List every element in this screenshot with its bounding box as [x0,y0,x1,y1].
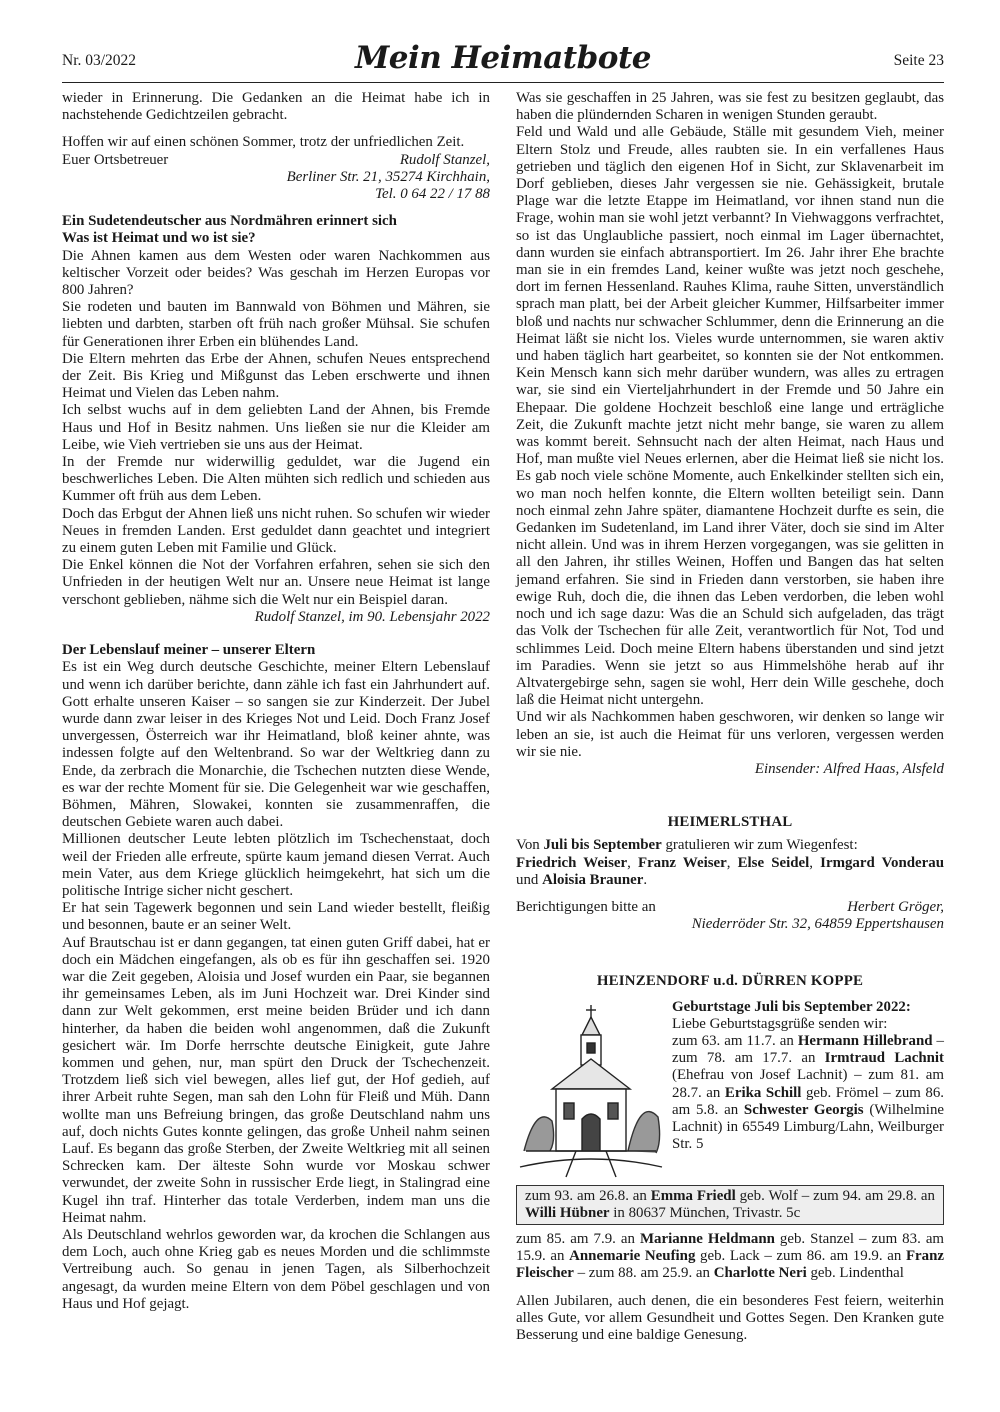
person-name: Else Seidel [737,854,810,871]
signature-label: Euer Ortsbetreuer [62,151,169,168]
birthday-list: zum 63. am 11.7. an Hermann Hillebrand – zum 78. am 17.7. an Irmtraud Lachnit (Ehefrau von Josef Lachnit) – zum 81. am 28.7. an Erika Schill geb. Frömel – zum 86. am 5.8. an Schwester Georgis (Wilhelmine Lachnit) in 65549 Limburg/Lahn, Weilburger Str. 5 [672,1032,945,1153]
person-name: Friedrich Weiser [516,854,628,871]
person-name: Erika Schill [724,1084,802,1101]
corrections-row [516,899,944,916]
corrections-label: Berichtigungen bitte an [516,898,656,915]
article-signature: Rudolf Stanzel, im 90. Lebensjahr 2022 [254,608,490,625]
highlight-box: zum 93. am 26.8. an Emma Friedl geb. Wolf – zum 94. am 29.8. an Willi Hübner in 80637 München, Trivastr. 5c [516,1185,944,1225]
article-heading: Der Lebenslauf meiner – unserer Eltern [62,642,316,659]
person-name: Emma Friedl [650,1187,736,1204]
article-paragraph: Sie rodeten und bauten im Bannwald von Böhmen und Mähren, sie liebten und darbten, starben oft früh nach großer Mühsal. Sie schufen für Generationen ihrer Erben ein blühendes Land. [62,299,490,350]
person-name: Hermann Hillebrand [797,1032,933,1049]
contact-name: Herbert Gröger, [847,898,944,915]
signature-row [62,152,490,169]
article-paragraph: Auf Brautschau ist er dann gegangen, tat einen guten Griff dabei, hat er doch ein Mädchen eingefangen, als ob es für ihn geschaffen sei. 1920 war die Zeit gegeben, Aloisia und Josef wurden ein Paar, sie begannen ihr gemeinsames Leben, als im Juni Hochzeit war. Drei Kinder sind dann zur Welt gekommen, erst meine beiden Brüder und ich dann hinterher, da haben die beiden wohl angenommen, daß die Zukunft gesichert wär. Im Dorfe herrschte deutsche Einigkeit, gute Jahre kommen und gehen, nur, man spürt den Druck der Tschechenzeit. Trotzdem ließ sich viel bewegen, alles lief gut, der Hof gedieh, auf ihrer Arbeit ruhte Segen, man sah den Lohn für Fleiß und Müh. Dann wollte man uns Befreiung bringen, das große Deutschland nahm uns auf, doch nichts Gutes konnte gelingen, das große Unheil nahm seinen Lauf. Es begann das große Sterben, der Zweite Weltkrieg mit all seinen Schrecken kam. Der älteste Sohn wurde vor Moskau schwer verwundet, der zweite Sohn in russischer Erde liegt, in Stalingrad eine Kugel ihn traf. Hinterher das totale Verderben, indem man uns die Heimat nahm. [62,934,490,1226]
person-name: Annemarie Neufing [569,1248,696,1265]
intro-paragraph: wieder in Erinnerung. Die Gedanken an die Heimat habe ich in nachstehende Gedichtzeilen gebracht. [62,90,490,124]
person-name: Charlotte Neri [713,1265,807,1282]
article-paragraph: Und wir als Nachkommen haben geschworen, wir denken so lange wir leben an sie, ist auch die Heimat für uns verloren, vergessen werden wir sie nie. [516,709,944,760]
article-paragraph: Millionen deutscher Leute lebten plötzlich im Tschechenstaat, doch weil der Frieden alle erfreute, spürte kaum jemand diesen Verrat. Auch mein Vater, aus dem Kriege glücklich heimgekehrt, hat sich um die politische Intrige sicher nicht geschert. [62,831,490,899]
article-subheading: Was ist Heimat und wo ist sie? [62,230,256,247]
right-column [516,90,944,1344]
signature-phone: Tel. 0 64 22 / 17 88 [375,186,490,203]
article-paragraph: Feld und Wald und alle Gebäude, Ställe mit gesundem Vieh, meiner Eltern Stolz und Freude, alles raubten sie. In ein verfallenes Haus getrieben und täglich den eigenen Hof in Sicht, zur Sklavenarbeit im Dorf geblieben, dieses Jahr vergessen sie nie. Gehässigkeit, brutale Plage war die letzte Etappe im Heimatland, vor ihnen stand nun die Frage, wohin man sie wohl jetzt verbannt? In Viehwaggons verfrachtet, so ist das Unglaubliche passiert, noch einmal im Lager übernachtet, dann wurden sie einfach abtransportiert. Im 26. Jahr ihrer Ehe brachte man sie in ein fremdes Land, keiner wußte was jetzt noch geschehe, dort im fernen Hessenland. Rauhes Klima, rauhe Sitten, unverständlich sprach man platt, bei der Arbeit gleicher Kummer, Hilfsarbeiter immer bloß und nachts nur schwacher Schlummer, denn die Erinnerung an die Heimat läßt sie nicht los. Vieles wurde unternommen, sie waren aktiv und haben täglich hart gearbeitet, so konnten sie der Not entkommen. Kein Mensch kann sich mehr darüber wundern, was alles zu ertragen war, sie sind ein Vierteljahrhundert in der Fremde und 50 Jahre ein Ehepaar. Die goldene Hochzeit beschloß eine lange und erträgliche Zeit, die Zukunft machte jetzt nicht mehr bange, sie waren zu allem was kommt bereit. Sehnsucht nach der alten Heimat, nach Haus und Hof, man mußte viel Neues erlernen, aber die Heimat ließ sie nicht los. Es gab noch viele schöne Momente, auch Enkelkinder stellten sich ein, wo man noch helfen konnte, die Eltern wollten beteiligt sein. Dann noch einmal zehn Jahre später, diamantene Hochzeit durfte es sein, die Gedanken im Sudetenland, im Land ihrer Väter, doch sie sind im Alter nicht allein. Und was in ihrem Herzen vorgegangen, was sie gelitten in all den Jahren, ihr stilles Weinen, Hoffen und Bangen das hat selten jemand erfahren. Sie sind in Frieden dann verstorben, sie haben ihre ewige Ruh, doch die, die ihnen das Leben verdorben, die leben wohl noch und ich sage dazu: Was die an Schuld sich aufgeladen, das trägt das Volk der Tschechen für alle Zeit, verantwortlich für Not, Tod und schlimmes Leid. Doch meine Eltern habens überstanden und sind jetzt im Paradies. Wenn sie jetzt so aus Himmelshöhe herab auf ihr Altvatergebirge sehn, sagen sie wohl, Herr dein Wille geschehe, doch laß die Heimat nicht untergehn. [516,124,944,709]
article-paragraph: Ich selbst wuchs auf in dem geliebten Land der Ahnen, bis Fremde Haus und Hof in Besitz nahmen. Uns ließen sie nur die Kleider am Leibe, wie Vieh vertrieben sie uns aus der Heimat. [62,402,490,453]
birthday-subheading: Geburtstage Juli bis September 2022: [672,998,911,1015]
page-header [62,38,944,80]
article-paragraph: Als Deutschland wehrlos geworden war, da krochen die Schlangen aus dem Loch, auch ohne Krieg gab es neues Morden und die schlimmste Vertreibung auch. So genau in jenen Tagen, als Silberhochzeit angesagt, da wurden meine Eltern von dem Pöbel geschlagen und von Haus und Hof gejagt. [62,1227,490,1312]
closing-paragraph: Allen Jubilaren, auch denen, die ein besonderes Fest feiern, weiterhin alles Gute, vor allem Gesundheit und Gottes Segen. Den Kranken gute Besserung und eine baldige Genesung. [516,1292,944,1343]
person-name: Irmgard Vonderau [820,854,944,871]
birthday-names: Friedrich Weiser, Franz Weiser, Else Seidel, Irmgard Vonderau und Aloisia Brauner. [516,854,944,888]
header-rule [62,82,944,83]
article-paragraph: Die Eltern mehrten das Erbe der Ahnen, schufen Neues entsprechend der Zeit. Bis Krieg und Mißgunst das Leben erschwerte und ihnen Heimat und Vielen das Leben nahm. [62,350,490,402]
article-paragraph: Was sie geschaffen in 25 Jahren, was sie fest zu besitzen geglaubt, das haben die plündernden Scharen in wenigen Stunden geraubt. [516,90,944,124]
contact-address: Niederröder Str. 32, 64859 Eppertshausen [691,916,944,933]
person-name: Schwester Georgis [743,1101,864,1118]
chapel-illustration-icon [516,1001,666,1179]
article-paragraph: Doch das Erbgut der Ahnen ließ uns nicht ruhen. So schufen wir wieder Neues in fremden Landen. Erst geduldet dann geachtet und integriert zu einem guten Leben mit Familie und Glück. [62,505,491,557]
birthday-intro: Von Juli bis September gratulieren wir zum Wiegenfest: [516,837,858,854]
page-number: Seite 23 [893,52,944,69]
birthday-greeting: Liebe Geburtstagsgrüße senden wir: [672,1015,888,1032]
masthead-logo: Mein Heimatbote [354,40,652,76]
article-sender: Einsender: Alfred Haas, Alsfeld [754,760,944,777]
person-name: Irmtraud Lachnit [824,1050,944,1067]
signature-name: Rudolf Stanzel, [399,151,490,168]
section-heading-heinzendorf: HEINZENDORF u.d. DÜRREN KOPPE [596,973,864,990]
person-name: Franz Fleischer [516,1248,944,1282]
person-name: Marianne Heldmann [639,1230,775,1247]
article-paragraph: In der Fremde nur widerwillig geduldet, war die Jugend ein beschwerliches Leben. Die Alten mühten sich redlich und schieden aus Kummer oft früh aus dem Leben. [62,454,490,505]
person-name: Franz Weiser [637,854,727,871]
article-heading: Ein Sudetendeutscher aus Nordmähren erinnert sich [62,213,397,230]
birthday-list: zum 85. am 7.9. an Marianne Heldmann geb. Stanzel – zum 83. am 15.9. an Annemarie Neufing geb. Lack – zum 86. am 19.9. an Franz Fleischer – zum 88. am 25.9. an Charlotte Neri geb. Lindenthal [516,1230,945,1282]
heinzendorf-block [516,999,944,1181]
section-heading-heimerlsthal: HEIMERLSTHAL [667,814,793,831]
person-name: Willi Hübner [525,1204,610,1221]
issue-number: Nr. 03/2022 [62,52,137,69]
article-paragraph: Die Ahnen kamen aus dem Westen oder waren Nachkommen aus keltischer Vorzeit oder beides? Was geschah im Herzen Europas vor 800 Jahren? [62,247,490,299]
left-column [62,90,490,1313]
article-paragraph: Die Enkel können die Not der Vorfahren erfahren, sehen sie sich den Unfrieden in der heutigen Welt nur an. Unsere neue Heimat ist lange verschont geblieben, nähme sich die Welt nur ein Beispiel daran. [62,557,490,608]
signature-address: Berliner Str. 21, 35274 Kirchhain, [286,168,490,185]
person-name: Aloisia Brauner [542,871,644,888]
intro-paragraph: Hoffen wir auf einen schönen Sommer, trotz der unfriedlichen Zeit. [62,134,465,151]
article-paragraph: Es ist ein Weg durch deutsche Geschichte, meiner Eltern Lebenslauf und wenn ich darüber berichte, dann zähle ich fast ein Jahrhundert auf. Gott erhalte unseren Kaiser – so sangen sie zur Kinderzeit. Der Jubel wurde dann zwar leiser in des Krieges Not und Leid. Doch Franz Josef unvergessen, Österreich war ihr Heimatland, bloß keiner ahnte, was indessen folgte auf den Weltenbrand. So war der Weltkrieg dann zu Ende, da zerbrach die Monarchie, die Tschechen nutzten diese Wende, es war der rechte Moment für sie. Die Gelegenheit war wie geschaffen, Böhmen, Mähren, Slowakei, konnten sie zusammenraffen, die deutschen Gebiete waren auch dabei. [62,659,490,831]
article-paragraph: Er hat sein Tagewerk begonnen und sein Land wieder bestellt, fleißig und besonnen, baute er an seiner Welt. [62,900,490,934]
